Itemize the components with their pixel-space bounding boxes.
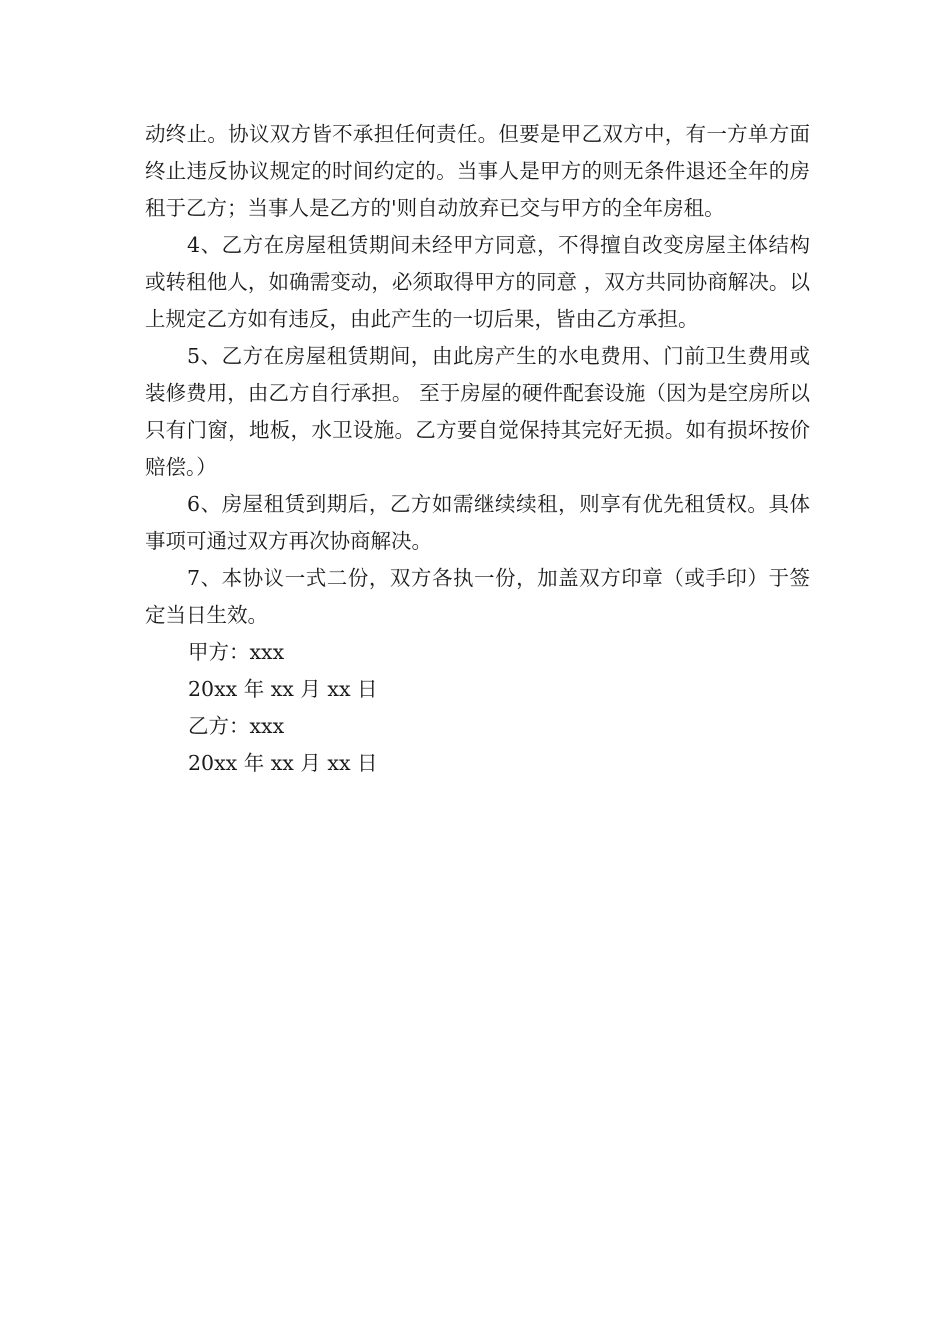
paragraph-clause-7: 7、本协议一式二份，双方各执一份，加盖双方印章（或手印）于签定当日生效。 — [145, 566, 810, 627]
paragraph-termination-continued: 动终止。协议双方皆不承担任何责任。但要是甲乙双方中，有一方单方面终止违反协议规定的时间约定的。当事人是甲方的则无条件退还全年的房租于乙方；当事人是乙方的'则自动放弃已交与甲方的全年房租。 — [145, 122, 810, 220]
paragraph-clause-6: 6、房屋租赁到期后，乙方如需继续续租，则享有优先租赁权。具体事项可通过双方再次协商解决。 — [145, 492, 810, 553]
paragraph-clause-4: 4、乙方在房屋租赁期间未经甲方同意，不得擅自改变房屋主体结构或转租他人，如确需变动，必须取得甲方的同意 ，双方共同协商解决。以上规定乙方如有违反，由此产生的一切后果，皆由乙方承担。 — [145, 233, 810, 331]
party-b-signature: 乙方：xxx — [188, 714, 285, 738]
document-body — [145, 116, 810, 782]
party-a-date: 20xx 年 xx 月 xx 日 — [188, 677, 378, 701]
party-a-signature: 甲方：xxx — [188, 640, 285, 664]
paragraph-clause-5: 5、乙方在房屋租赁期间，由此房产生的水电费用、门前卫生费用或装修费用，由乙方自行承担。 至于房屋的硬件配套设施（因为是空房所以只有门窗，地板，水卫设施。乙方要自觉保持其完好无损。如有损坏按价赔偿。） — [145, 344, 810, 479]
party-b-date: 20xx 年 xx 月 xx 日 — [188, 751, 378, 775]
